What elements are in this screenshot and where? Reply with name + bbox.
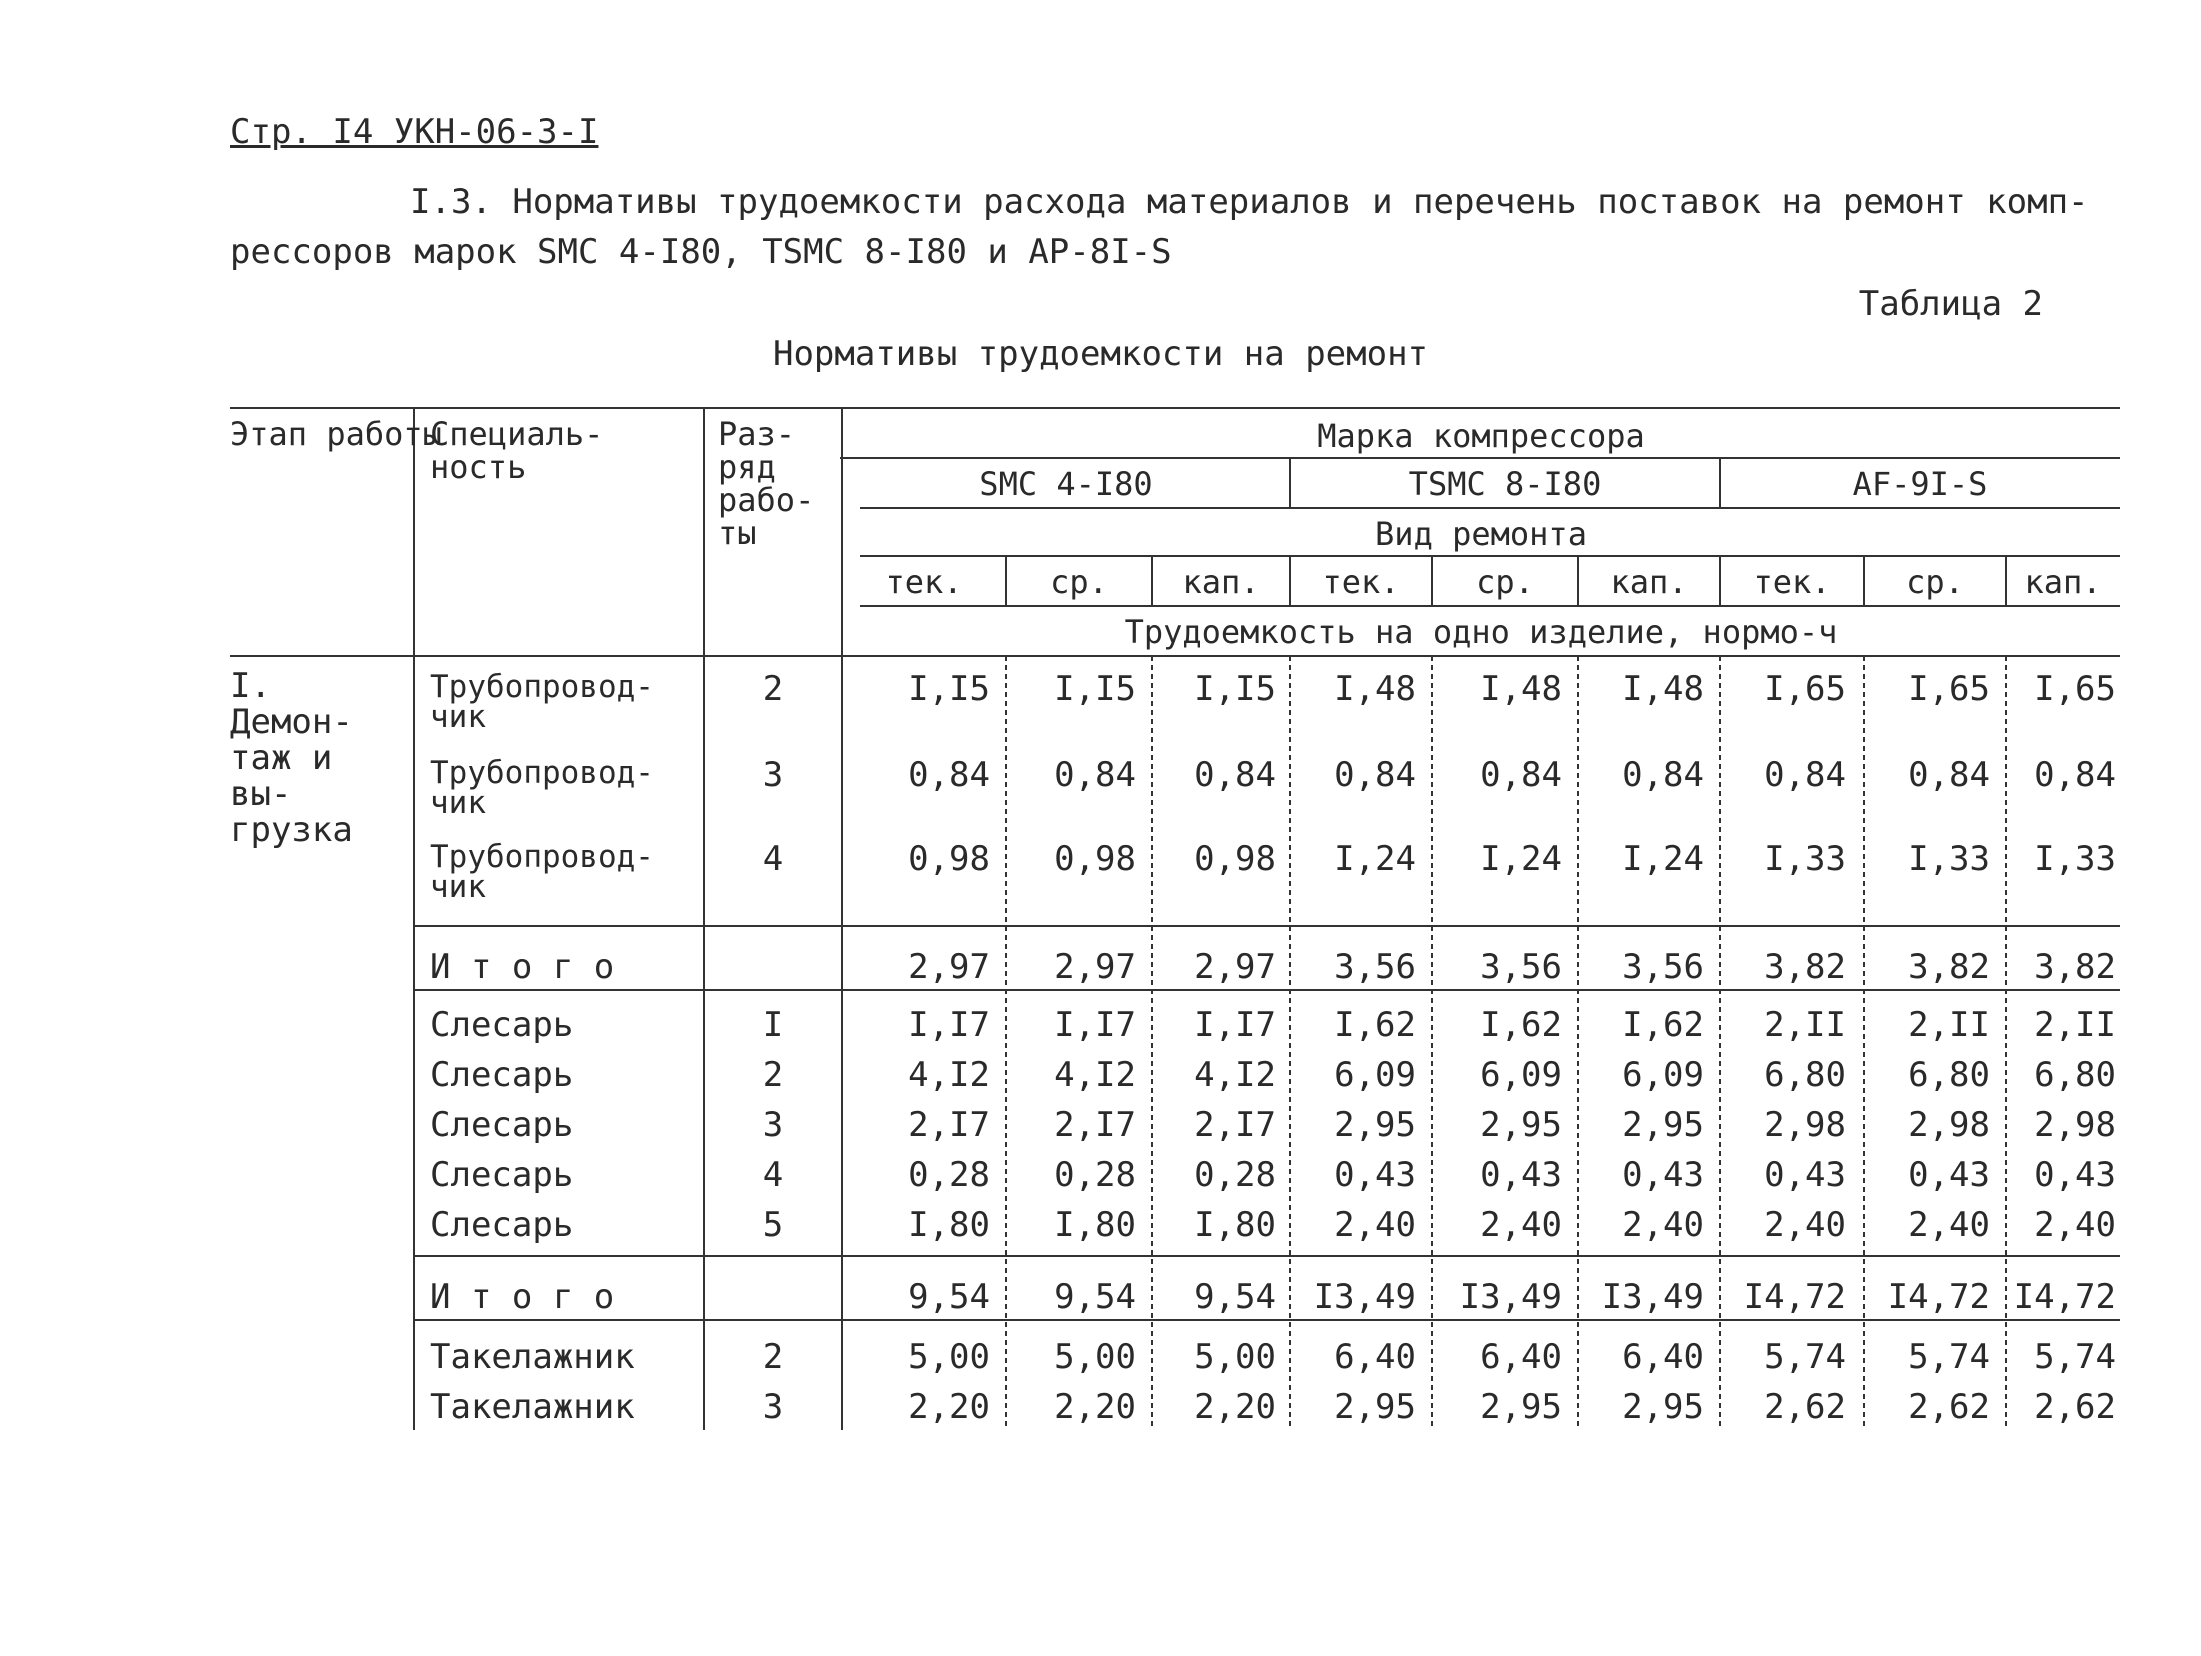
total-label: И т о г о: [430, 947, 615, 987]
row-value: 2,98: [1764, 1105, 1846, 1145]
row-value: I,48: [1622, 669, 1704, 709]
row-value: 2,40: [1622, 1205, 1704, 1245]
total-value: 3,56: [1480, 947, 1562, 987]
row-value: 0,98: [1194, 839, 1276, 879]
row-value: I,I7: [1054, 1005, 1136, 1045]
row-value: I,48: [1480, 669, 1562, 709]
row-value: 2,I7: [1054, 1105, 1136, 1145]
row-value: I,I7: [1194, 1005, 1276, 1045]
row-value: 2,40: [2034, 1205, 2116, 1245]
row-value: 5,00: [1194, 1337, 1276, 1377]
row-value: 6,09: [1480, 1055, 1562, 1095]
row-value: 5,74: [1764, 1337, 1846, 1377]
row-value: 2,20: [1054, 1387, 1136, 1427]
total-value: I3,49: [1313, 1277, 1416, 1317]
row-value: 2,98: [2034, 1105, 2116, 1145]
row-specialty: Слесарь: [430, 1055, 574, 1095]
row-specialty: Слесарь: [430, 1155, 574, 1195]
total-value: 2,97: [1054, 947, 1136, 987]
row-value: I,80: [1194, 1205, 1276, 1245]
row-value: 0,84: [908, 755, 990, 795]
row-value: 5,74: [1908, 1337, 1990, 1377]
row-value: I,24: [1480, 839, 1562, 879]
row-value: 2,95: [1480, 1105, 1562, 1145]
row-value: 0,28: [1054, 1155, 1136, 1195]
header-repair-kind: ср.: [1906, 563, 1964, 601]
row-value: 0,43: [1622, 1155, 1704, 1195]
row-value: 0,84: [1334, 755, 1416, 795]
row-value: 0,84: [1764, 755, 1846, 795]
row-value: 6,80: [1908, 1055, 1990, 1095]
row-value: 2,I7: [908, 1105, 990, 1145]
row-value: 2,95: [1334, 1387, 1416, 1427]
row-value: I,I5: [1054, 669, 1136, 709]
header-repair-kind: тек.: [885, 563, 963, 601]
row-value: 0,98: [908, 839, 990, 879]
row-value: I,65: [1908, 669, 1990, 709]
row-value: 6,40: [1334, 1337, 1416, 1377]
row-value: 0,98: [1054, 839, 1136, 879]
row-value: 2,20: [908, 1387, 990, 1427]
row-grade: 3: [762, 755, 784, 795]
row-value: 5,74: [2034, 1337, 2116, 1377]
row-value: I,I5: [1194, 669, 1276, 709]
total-value: 3,82: [2034, 947, 2116, 987]
row-value: 2,II: [1764, 1005, 1846, 1045]
row-value: 6,80: [1764, 1055, 1846, 1095]
row-value: 4,I2: [908, 1055, 990, 1095]
row-specialty: Слесарь: [430, 1105, 574, 1145]
row-value: 2,95: [1480, 1387, 1562, 1427]
row-value: I,33: [1908, 839, 1990, 879]
row-value: I,33: [2034, 839, 2116, 879]
total-value: I4,72: [1887, 1277, 1990, 1317]
row-value: I,48: [1334, 669, 1416, 709]
row-value: 2,98: [1908, 1105, 1990, 1145]
row-value: 0,28: [908, 1155, 990, 1195]
row-value: 0,28: [1194, 1155, 1276, 1195]
row-grade: 2: [762, 1337, 784, 1377]
row-value: 6,09: [1622, 1055, 1704, 1095]
row-value: 2,95: [1622, 1387, 1704, 1427]
row-grade: 4: [762, 1155, 784, 1195]
row-value: 4,I2: [1194, 1055, 1276, 1095]
total-value: 9,54: [1054, 1277, 1136, 1317]
row-value: 2,40: [1908, 1205, 1990, 1245]
stage-name: I. Демон- таж и вы- грузка: [230, 666, 353, 850]
row-value: 6,40: [1622, 1337, 1704, 1377]
row-value: 6,40: [1480, 1337, 1562, 1377]
total-value: 3,82: [1908, 947, 1990, 987]
header-stage: Этап работы: [230, 415, 442, 453]
row-value: I,65: [1764, 669, 1846, 709]
row-value: 2,20: [1194, 1387, 1276, 1427]
row-value: I,33: [1764, 839, 1846, 879]
row-value: 0,43: [1480, 1155, 1562, 1195]
row-value: I,24: [1622, 839, 1704, 879]
total-value: I4,72: [2013, 1277, 2116, 1317]
header-compressor-brand: Марка компрессора: [1317, 417, 1645, 455]
total-value: 9,54: [1194, 1277, 1276, 1317]
row-value: I,62: [1622, 1005, 1704, 1045]
row-value: I,I7: [908, 1005, 990, 1045]
row-value: I,80: [908, 1205, 990, 1245]
row-grade: 2: [762, 1055, 784, 1095]
row-value: 0,43: [2034, 1155, 2116, 1195]
row-grade: 3: [762, 1105, 784, 1145]
row-value: I,80: [1054, 1205, 1136, 1245]
header-repair-kind: кап.: [2024, 563, 2102, 601]
total-value: I3,49: [1459, 1277, 1562, 1317]
row-value: 2,95: [1334, 1105, 1416, 1145]
row-value: 0,84: [1054, 755, 1136, 795]
total-value: 3,56: [1622, 947, 1704, 987]
row-specialty: Трубопровод- чик: [430, 755, 654, 821]
row-specialty: Трубопровод- чик: [430, 839, 654, 905]
row-value: 2,I7: [1194, 1105, 1276, 1145]
row-value: 2,62: [1764, 1387, 1846, 1427]
row-value: I,65: [2034, 669, 2116, 709]
row-value: 0,43: [1764, 1155, 1846, 1195]
table-number-label: Таблица 2: [1858, 284, 2043, 324]
row-value: 0,84: [1622, 755, 1704, 795]
row-value: I,24: [1334, 839, 1416, 879]
row-value: 5,00: [1054, 1337, 1136, 1377]
row-value: 2,40: [1764, 1205, 1846, 1245]
page-reference: Стр. I4 УКН-06-3-I: [230, 112, 599, 152]
row-grade: 2: [762, 669, 784, 709]
row-value: 2,40: [1334, 1205, 1416, 1245]
row-value: 6,80: [2034, 1055, 2116, 1095]
header-model-1: SMC 4-I80: [979, 465, 1153, 503]
row-grade: 3: [762, 1387, 784, 1427]
total-value: 3,56: [1334, 947, 1416, 987]
row-grade: 4: [762, 839, 784, 879]
total-value: 2,97: [1194, 947, 1276, 987]
total-value: I4,72: [1743, 1277, 1846, 1317]
table-title: Нормативы трудоемкости на ремонт: [772, 334, 1429, 374]
row-specialty: Слесарь: [430, 1205, 574, 1245]
row-value: 0,43: [1334, 1155, 1416, 1195]
total-value: 3,82: [1764, 947, 1846, 987]
header-repair-kind: тек.: [1753, 563, 1831, 601]
row-value: 0,43: [1908, 1155, 1990, 1195]
total-label: И т о г о: [430, 1277, 615, 1317]
row-value: 2,II: [1908, 1005, 1990, 1045]
row-grade: 5: [762, 1205, 784, 1245]
row-value: I,62: [1480, 1005, 1562, 1045]
header-repair-kind: кап.: [1610, 563, 1688, 601]
row-value: 0,84: [1908, 755, 1990, 795]
row-value: 2,62: [2034, 1387, 2116, 1427]
header-repair-kind: ср.: [1050, 563, 1108, 601]
row-specialty: Такелажник: [430, 1337, 635, 1377]
total-value: 9,54: [908, 1277, 990, 1317]
row-value: I,I5: [908, 669, 990, 709]
row-value: 2,II: [2034, 1005, 2116, 1045]
total-value: 2,97: [908, 947, 990, 987]
header-unit: Трудоемкость на одно изделие, нормо-ч: [1124, 613, 1838, 651]
section-heading-line-2: рессоров марок SMC 4-I80, TSMC 8-I80 и AP-8I-S: [230, 232, 1172, 272]
section-heading-line-1: I.3. Нормативы трудоемкости расхода материалов и перечень поставок на ремонт комп-: [410, 182, 2089, 222]
row-specialty: Трубопровод- чик: [430, 669, 654, 735]
header-repair-type: Вид ремонта: [1375, 515, 1587, 553]
row-specialty: Слесарь: [430, 1005, 574, 1045]
row-value: 2,62: [1908, 1387, 1990, 1427]
header-model-3: AF-9I-S: [1852, 465, 1988, 503]
row-value: I,62: [1334, 1005, 1416, 1045]
row-grade: I: [762, 1005, 784, 1045]
row-value: 4,I2: [1054, 1055, 1136, 1095]
header-grade: Раз- ряд рабо- ты: [718, 415, 815, 552]
header-model-2: TSMC 8-I80: [1408, 465, 1602, 503]
row-specialty: Такелажник: [430, 1387, 635, 1427]
row-value: 0,84: [1194, 755, 1276, 795]
row-value: 0,84: [2034, 755, 2116, 795]
header-repair-kind: ср.: [1476, 563, 1534, 601]
total-value: I3,49: [1601, 1277, 1704, 1317]
row-value: 2,95: [1622, 1105, 1704, 1145]
header-repair-kind: кап.: [1182, 563, 1260, 601]
header-repair-kind: тек.: [1322, 563, 1400, 601]
row-value: 5,00: [908, 1337, 990, 1377]
row-value: 0,84: [1480, 755, 1562, 795]
row-value: 6,09: [1334, 1055, 1416, 1095]
header-specialty: Специаль- ность: [430, 415, 604, 486]
row-value: 2,40: [1480, 1205, 1562, 1245]
